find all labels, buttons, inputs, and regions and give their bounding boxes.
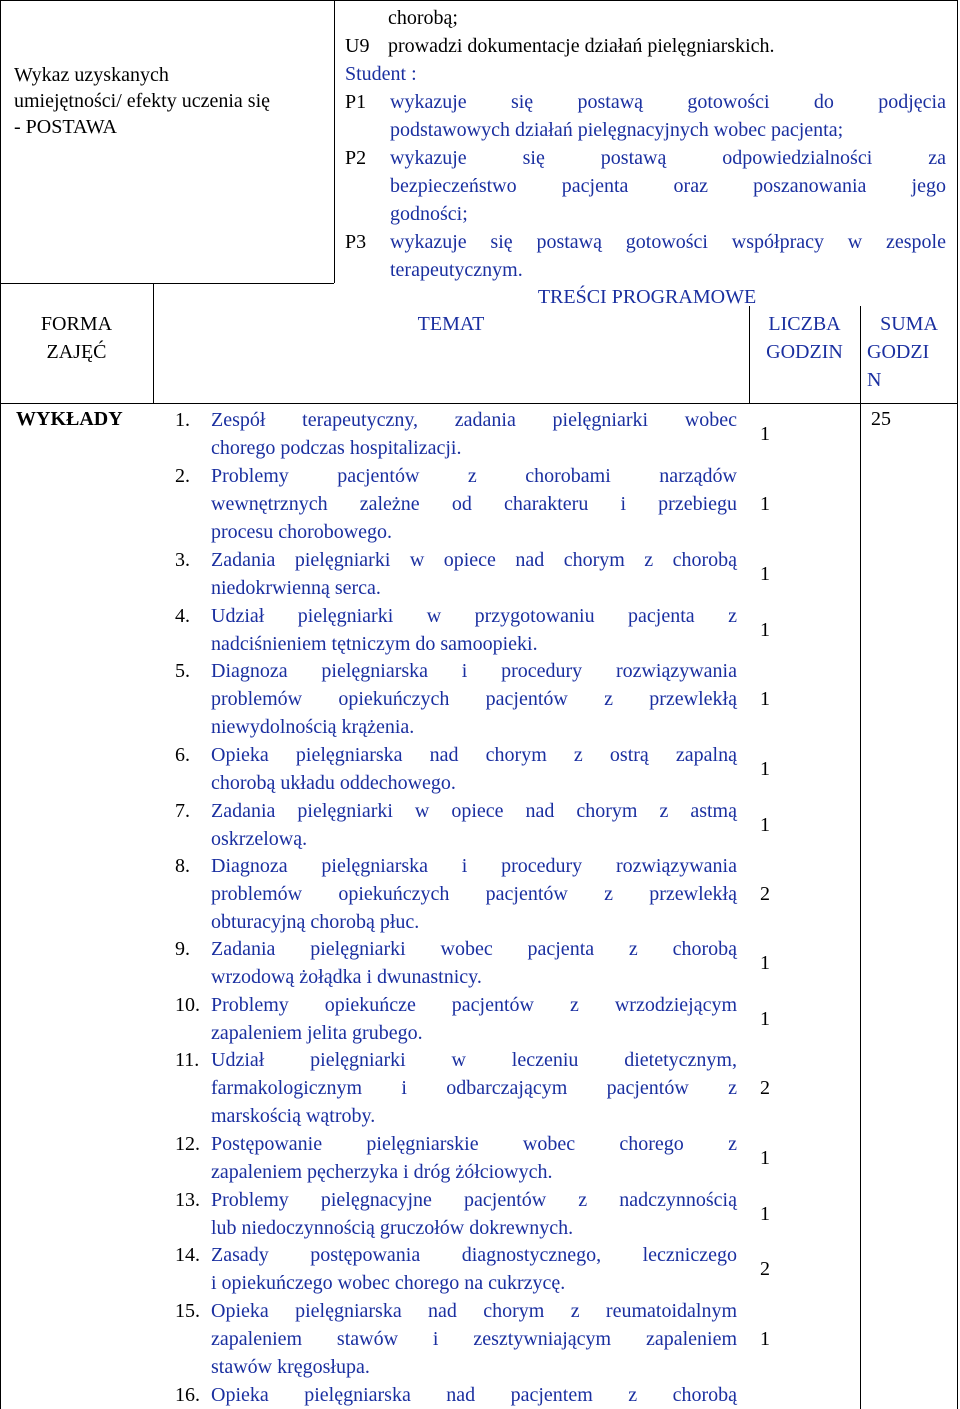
forma-zajec-header (0, 310, 153, 366)
liczba-header-line: GODZIN (766, 341, 843, 363)
p2-line: godności; (390, 203, 468, 225)
lecture-topic-hours: 2 (760, 1258, 770, 1280)
lecture-topic-item (175, 852, 740, 936)
lecture-topic-line: problemów opiekuńczych pacjentów z przewlekłą (211, 883, 737, 905)
lecture-topic-number: 11. (175, 1049, 200, 1071)
row-divider-header (0, 403, 958, 404)
lecture-topic-line: zapaleniem jelita grubego. (211, 1022, 423, 1044)
lecture-topic-hours: 1 (760, 493, 770, 515)
lecture-topic-item (175, 1186, 740, 1242)
lecture-topic-hours: 1 (760, 1328, 770, 1350)
suma-header-line: GODZI (867, 341, 930, 363)
lecture-topic-line: Opieka pielęgniarska nad chorym z reumatoidalnym (211, 1300, 737, 1322)
lecture-topic-number: 10. (175, 994, 200, 1016)
lecture-topic-number: 13. (175, 1189, 200, 1211)
lecture-topic-line: Postępowanie pielęgniarskie wobec chorego z (211, 1133, 737, 1155)
lecture-topic-number: 15. (175, 1300, 200, 1322)
lecture-topic-hours: 1 (760, 423, 770, 445)
lecture-topic-hours: 1 (760, 1147, 770, 1169)
lecture-topic-hours: 1 (760, 1008, 770, 1030)
lecture-topic-number: 7. (175, 800, 190, 822)
lecture-topic-line: Zadania pielęgniarki w opiece nad chorym z chorobą (211, 549, 737, 571)
lecture-topic-line: nadciśnieniem tętniczym do samoopieki. (211, 633, 538, 655)
lecture-topic-line: Diagnoza pielęgniarska i procedury rozwiązywania (211, 660, 737, 682)
lecture-topic-line: niewydolnością krążenia. (211, 716, 415, 738)
lecture-topic-number: 3. (175, 549, 190, 571)
lecture-topic-hours: 1 (760, 814, 770, 836)
lecture-topic-number: 6. (175, 744, 190, 766)
p3-code: P3 (345, 231, 367, 253)
forma-header-line: FORMA (40, 313, 113, 335)
lecture-form-label: WYKŁADY (16, 408, 123, 430)
table-border-right (957, 0, 958, 1409)
lecture-topic-item (175, 657, 740, 741)
postawa-label (14, 62, 334, 140)
lecture-topic-item (175, 741, 740, 797)
lecture-topic-line: obturacyjną chorobą płuc. (211, 911, 420, 933)
lecture-topic-line: wewnętrznych zależne od charakteru i przebiegu (211, 493, 737, 515)
lecture-topic-hours: 1 (760, 619, 770, 641)
p1-code: P1 (345, 91, 367, 113)
u9-code: U9 (345, 35, 370, 57)
lecture-topic-line: zapaleniem stawów i zesztywniającym zapaleniem (211, 1328, 737, 1350)
lecture-topic-item (175, 1046, 740, 1130)
lecture-topic-item (175, 935, 740, 991)
lecture-topic-line: Zadania pielęgniarki w opiece nad chorym z astmą (211, 800, 737, 822)
lecture-topic-item (175, 991, 740, 1047)
table-border-left (0, 0, 1, 1409)
temat-header: TEMAT (417, 313, 485, 335)
forma-header-line: ZAJĘĆ (46, 341, 107, 363)
lecture-topic-hours: 2 (760, 883, 770, 905)
p3-line: terapeutycznym. (390, 259, 523, 281)
lecture-topic-item (175, 546, 740, 602)
table-border-top (0, 0, 958, 1)
postawa-label-line: Wykaz uzyskanych (14, 64, 169, 86)
lecture-topic-hours: 1 (760, 563, 770, 585)
lecture-topic-item (175, 462, 740, 546)
lecture-topic-line: chorego podczas hospitalizacji. (211, 437, 462, 459)
lecture-topic-line: lub niedoczynnością gruczołów dokrewnych. (211, 1217, 574, 1239)
lecture-topic-line: i opiekuńczego wobec chorego na cukrzycę. (211, 1272, 566, 1294)
postawa-label-line: umiejętności/ efekty uczenia się (14, 90, 271, 112)
lecture-topic-number: 12. (175, 1133, 200, 1155)
lecture-topic-item (175, 1297, 740, 1381)
p2-line: wykazuje się postawą odpowiedzialności za (390, 147, 946, 169)
lecture-topic-line: chorobą układu oddechowego. (211, 772, 456, 794)
p2-code: P2 (345, 147, 367, 169)
lecture-topic-line: Problemy pacjentów z chorobami narządów (211, 465, 737, 487)
student-label: Student : (345, 63, 417, 85)
lecture-topic-line: problemów opiekuńczych pacjentów z przewlekłą (211, 688, 737, 710)
lecture-topic-line: Problemy opiekuńcze pacjentów z wrzodziejącym (211, 994, 737, 1016)
lecture-topic-line: Opieka pielęgniarska nad chorym z ostrą zapalną (211, 744, 737, 766)
lecture-topic-line: Zasady postępowania diagnostycznego, leczniczego (211, 1244, 737, 1266)
lecture-topic-number: 5. (175, 660, 190, 682)
lecture-topic-item (175, 1241, 740, 1297)
p3-line: wykazuje się postawą gotowości współpracy w zespole (390, 231, 946, 253)
lecture-topic-hours: 1 (760, 1203, 770, 1225)
p1-line: podstawowych działań pielęgnacyjnych wobec pacjenta; (390, 119, 844, 141)
lecture-topic-line: marskością wątroby. (211, 1105, 376, 1127)
lecture-topic-line: niedokrwienną serca. (211, 577, 381, 599)
lecture-topic-line: Problemy pielęgnacyjne pacjentów z nadczynnością (211, 1189, 737, 1211)
col-divider-suma (860, 306, 861, 1409)
suma-header-line: SUMA (880, 313, 938, 335)
lecture-topic-item (175, 1130, 740, 1186)
lecture-topic-line: Udział pielęgniarki w przygotowaniu pacjenta z (211, 605, 737, 627)
lecture-sum-hours: 25 (871, 408, 891, 430)
postawa-label-line: - POSTAWA (14, 116, 117, 138)
lecture-topic-line: wrzodową żołądka i dwunastnicy. (211, 966, 482, 988)
suma-header-line: N (867, 369, 882, 391)
lecture-topic-hours: 1 (760, 952, 770, 974)
lecture-topic-line: Udział pielęgniarki w leczeniu dietetycznym, (211, 1049, 737, 1071)
p2-line: bezpieczeństwo pacjenta oraz poszanowania jego (390, 175, 946, 197)
lecture-topic-hours: 2 (760, 1077, 770, 1099)
p1-line: wykazuje się postawą gotowości do podjęcia (390, 91, 946, 113)
row-divider-postawa (0, 283, 334, 284)
lecture-topic-line: Zadania pielęgniarki wobec pacjenta z chorobą (211, 938, 737, 960)
tresci-programowe-header: TREŚCI PROGRAMOWE (537, 286, 757, 308)
lecture-topic-number: 16. (175, 1384, 200, 1406)
u9-text: prowadzi dokumentacje działań pielęgniarskich. (388, 35, 775, 57)
lecture-topic-line: Zespół terapeutyczny, zadania pielęgniarki wobec (211, 409, 737, 431)
lecture-topic-line: farmakologicznym i odbarczającym pacjentów z (211, 1077, 737, 1099)
lecture-topic-line: oskrzelową. (211, 828, 308, 850)
col-divider-left-top (334, 0, 335, 283)
lecture-topic-item (175, 406, 740, 462)
continuation-text: chorobą; (388, 7, 458, 29)
lecture-topic-line: Diagnoza pielęgniarska i procedury rozwiązywania (211, 855, 737, 877)
lecture-topic-line: procesu chorobowego. (211, 521, 393, 543)
lecture-topic-line: zapaleniem pęcherzyka i dróg żółciowych. (211, 1161, 553, 1183)
lecture-topic-item (175, 797, 740, 853)
col-divider-forma (153, 283, 154, 403)
lecture-topic-number: 14. (175, 1244, 200, 1266)
lecture-topic-item (175, 602, 740, 658)
lecture-topic-item (175, 1381, 740, 1409)
lecture-topic-number: 4. (175, 605, 190, 627)
liczba-header-line: LICZBA (768, 313, 841, 335)
lecture-topic-number: 2. (175, 465, 190, 487)
lecture-topic-hours: 1 (760, 758, 770, 780)
lecture-topic-hours: 1 (760, 688, 770, 710)
suma-godzin-header (861, 310, 957, 394)
liczba-godzin-header (749, 310, 860, 366)
lecture-topic-number: 9. (175, 938, 190, 960)
lecture-topic-number: 8. (175, 855, 190, 877)
lecture-topic-line: stawów kręgosłupa. (211, 1356, 370, 1378)
lecture-topic-line: Opieka pielęgniarska nad pacjentem z chorobą (211, 1384, 737, 1406)
lecture-topic-number: 1. (175, 409, 190, 431)
